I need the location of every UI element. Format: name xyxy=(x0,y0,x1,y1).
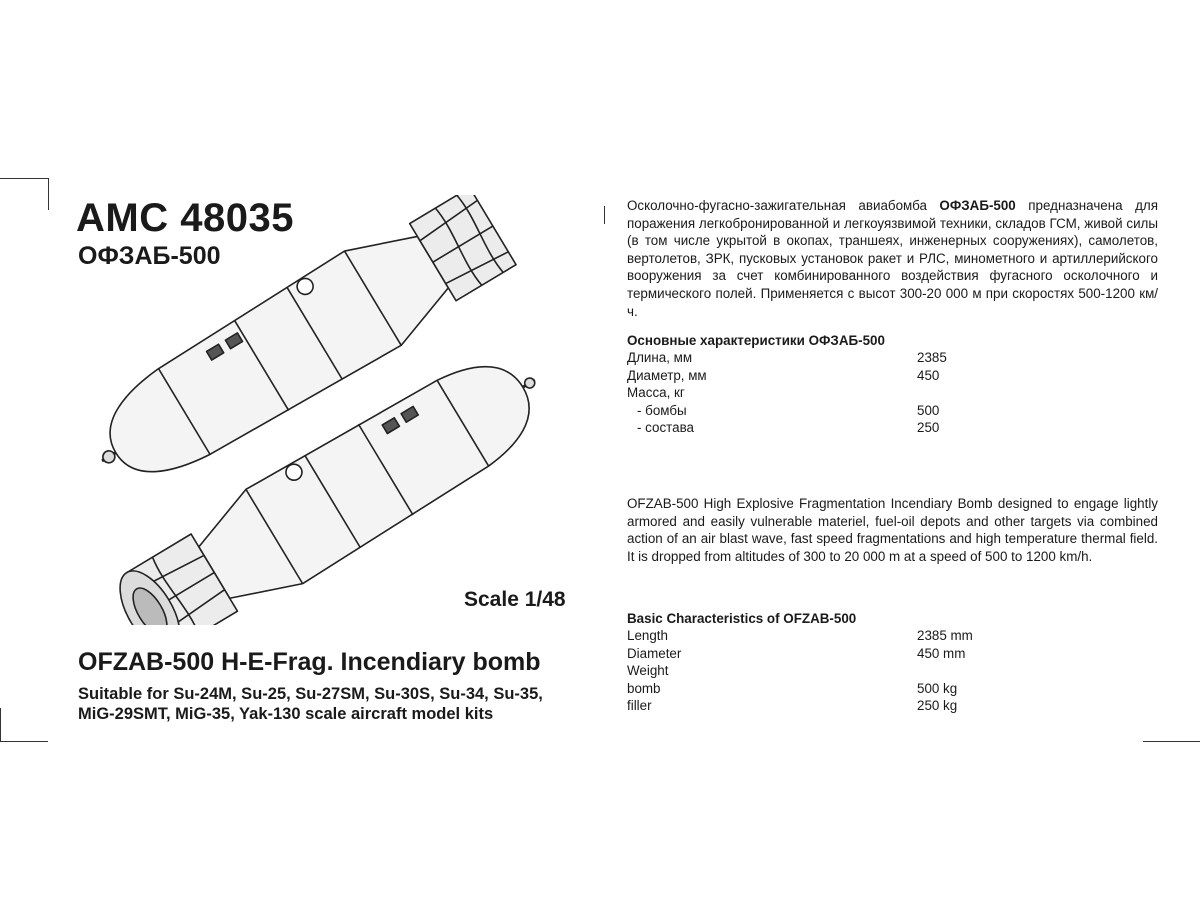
spec-label: Длина, мм xyxy=(627,350,693,366)
suitable-line-2: MiG-29SMT, MiG-35, Yak-130 scale aircraft model kits xyxy=(78,705,494,723)
spec-label: Weight xyxy=(627,663,669,679)
spec-label: Диаметр, мм xyxy=(627,367,707,383)
crop-mark-top-center xyxy=(604,206,605,224)
spec-title-en: Basic Characteristics of OFZAB-500 xyxy=(627,611,857,626)
spec-table-ru xyxy=(627,332,1047,436)
spec-value: 450 xyxy=(917,367,940,383)
crop-mark-top-left-v xyxy=(48,178,49,210)
spec-table-en xyxy=(627,610,1047,714)
spec-row xyxy=(627,384,1047,401)
spec-label: Diameter xyxy=(627,645,682,661)
description-en: OFZAB-500 High Explosive Fragmentation Incendiary Bomb designed to engage lightly armored and easily vulnerable materiel, fuel-oil depots and other targets via combined action of an air blast wave, fast speed fragmentations and high temperature thermal field. It is dropped from altitudes of 300 to 20 000 m at a speed of 500 to 1200 km/h. xyxy=(627,496,1158,564)
spec-value: 500 xyxy=(917,402,940,418)
spec-row xyxy=(627,419,1047,436)
spec-row xyxy=(627,697,1047,714)
scale-label: Scale 1/48 xyxy=(464,588,566,611)
product-code: AMC 48035 xyxy=(76,196,294,240)
description-ru-bold: ОФЗАБ-500 xyxy=(939,198,1016,213)
spec-value: 250 kg xyxy=(917,697,958,713)
spec-row xyxy=(627,680,1047,697)
spec-label: - состава xyxy=(637,419,695,435)
spec-value: 2385 mm xyxy=(917,628,973,644)
suitable-for xyxy=(78,684,578,724)
crop-mark-bottom-left-v xyxy=(0,708,1,741)
product-name-ru: ОФЗАБ-500 xyxy=(78,242,221,270)
spec-label: Length xyxy=(627,628,668,644)
crop-mark-bottom-left-h xyxy=(0,741,48,742)
description-ru xyxy=(627,197,1158,320)
spec-label: filler xyxy=(627,697,652,713)
description-ru-pre: Осколочно-фугасно-зажигательная авиабомба xyxy=(627,198,940,213)
spec-row xyxy=(627,367,1047,384)
spec-label: Масса, кг xyxy=(627,385,685,401)
crop-mark-top-left-h xyxy=(0,178,48,179)
spec-row xyxy=(627,402,1047,419)
spec-row xyxy=(627,627,1047,644)
spec-row xyxy=(627,645,1047,662)
spec-title-ru: Основные характеристики ОФЗАБ-500 xyxy=(627,333,885,348)
spec-value: 450 mm xyxy=(917,645,966,661)
description-ru-post: предназначена для поражения легкобронированной и легкоуязвимой техники, складов ГСМ, живой силы (в том числе укрытой в окопах, траншеях, инженерных сооружениях), самолетов, вертолетов, ЗРК, пусковых установок ракет и РЛС, минометного и артиллерийского вооружения за счет комбинированного воздействия фугасного осколочного и термического полей. Применяется с высот 300-20 000 м при скоростях 500-1200 км/ч. xyxy=(627,198,1158,319)
product-title: OFZAB-500 H-E-Frag. Incendiary bomb xyxy=(78,648,541,676)
spec-value: 500 kg xyxy=(917,680,958,696)
spec-label: - бомбы xyxy=(637,402,687,418)
spec-row xyxy=(627,349,1047,366)
suitable-line-1: Suitable for Su-24M, Su-25, Su-27SM, Su-30S, Su-34, Su-35, xyxy=(78,685,543,703)
crop-mark-bottom-right xyxy=(1143,741,1200,742)
spec-value: 2385 xyxy=(917,350,947,366)
spec-row xyxy=(627,662,1047,679)
spec-label: bomb xyxy=(627,680,661,696)
spec-value: 250 xyxy=(917,419,940,435)
